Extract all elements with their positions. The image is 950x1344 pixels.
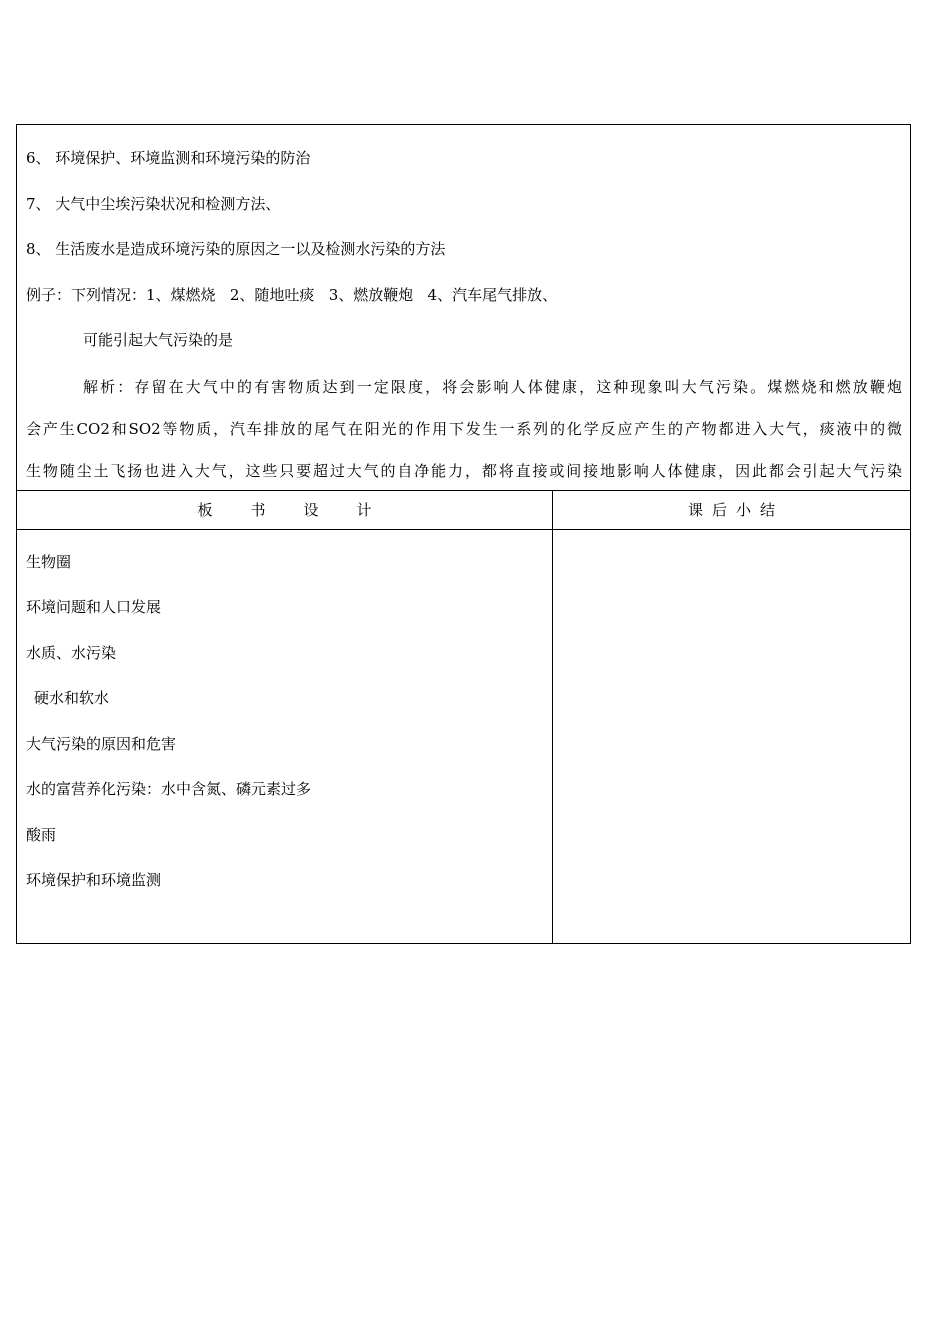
item-6: 6、 环境保护、环境监测和环境污染的防治	[26, 149, 311, 167]
analysis-paragraph	[26, 368, 902, 490]
content-block	[17, 125, 910, 490]
list-item: 水质、水污染	[26, 643, 117, 662]
board-design-list	[17, 530, 552, 904]
summary-title: 课后小结	[688, 501, 785, 519]
board-design-cell	[17, 529, 553, 943]
item-7: 7、 大气中尘埃污染状况和检测方法、	[26, 194, 281, 213]
list-item: 环境问题和人口发展	[26, 598, 162, 616]
item-8: 8、 生活废水是造成环境污染的原因之一以及检测水污染的方法	[26, 240, 446, 258]
question-line: 可能引起大气污染的是	[83, 331, 234, 349]
list-item: 水的富营养化污染：水中含氮、磷元素过多	[26, 780, 312, 798]
board-design-header	[17, 490, 553, 529]
example-line: 例子：下列情况：1、煤燃烧 2、随地吐痰 3、燃放鞭炮 4、汽车尾气排放、	[26, 285, 558, 304]
summary-cell	[553, 529, 911, 943]
list-item: 大气污染的原因和危害	[26, 734, 177, 753]
analysis-line-3: 生物随尘土飞扬也进入大气，这些只要超过大气的自净能力，都将直接或间接地影响人体健康，因此都会引起大气污染	[26, 461, 903, 480]
list-item: 硬水和软水	[34, 689, 110, 707]
analysis-line-2: 会产生CO2和SO2等物质，汽车排放的尾气在阳光的作用下发生一系列的化学反应产生的产物都进入大气，痰液中的微	[26, 419, 903, 438]
list-item: 酸雨	[26, 825, 57, 844]
analysis-line-1: 解析：存留在大气中的有害物质达到一定限度，将会影响人体健康，这种现象叫大气污染。煤燃烧和燃放鞭炮	[83, 377, 903, 396]
list-item: 生物圈	[26, 552, 72, 571]
lesson-table	[16, 124, 911, 944]
board-design-title: 板书设计	[197, 501, 410, 519]
content-cell	[17, 125, 911, 491]
list-item: 环境保护和环境监测	[26, 871, 162, 889]
summary-header	[553, 490, 911, 529]
